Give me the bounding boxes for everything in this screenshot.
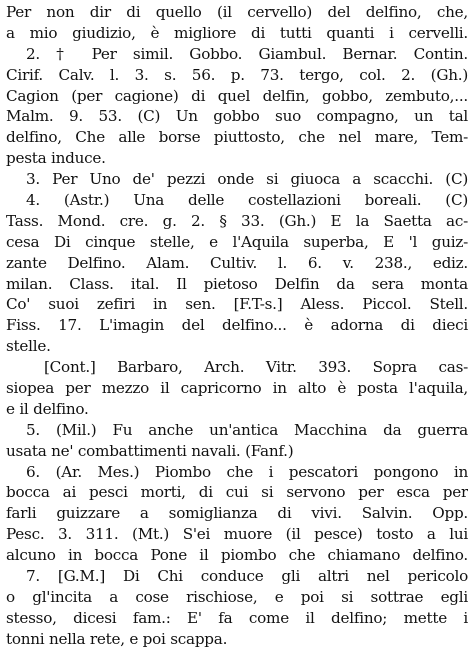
text-line-21: 5. (Mil.) Fu anche un'antica Macchina da guerra (26, 420, 468, 439)
text-line-4: Cirif. Calv. l. 3. s. 56. p. 73. tergo, col. 2. (Gh.) (6, 65, 468, 84)
text-line-7: delfino, Che alle borse piuttosto, che nel mare, Tem- (6, 128, 468, 147)
text-line-17: stelle. (6, 337, 51, 356)
text-line-14: milan. Class. ital. Il pietoso Delfin da sera monta (6, 274, 468, 293)
text-line-20: e il delfino. (6, 399, 89, 418)
text-line-3: 2. † Per simil. Gobbo. Giambul. Bernar. Contin. (26, 44, 468, 63)
text-line-22: usata ne' combattimenti navali. (Fanf.) (6, 441, 294, 460)
text-line-11: Tass. Mond. cre. g. 2. § 33. (Gh.) E la Saetta ac- (6, 211, 468, 230)
text-line-24: bocca ai pesci morti, di cui si servono per esca per (6, 483, 468, 502)
text-line-1: Per non dir di quello (il cervello) del delfino, che, (6, 3, 468, 21)
text-line-28: 7. [G.M.] Di Chi conduce gli altri nel pericolo (26, 567, 468, 586)
text-line-16: Fiss. 17. L'imagin del delfino... è adorna di dieci (6, 316, 468, 335)
text-line-19: siopea per mezzo il capricorno in alto è posta l'aquila, (6, 379, 468, 398)
text-line-31: tonni nella rete, e poi scappa. (6, 629, 228, 648)
text-line-25: farli guizzare a somiglianza di vivi. Salvin. Opp. (6, 504, 468, 523)
text-line-23: 6. (Ar. Mes.) Piombo che i pescatori pongono in (26, 462, 468, 481)
text-line-15: Co' suoi zefiri in sen. [F.T-s.] Aless. Piccol. Stell. (6, 295, 468, 314)
text-line-5: Cagion (per cagione) di quel delfin, gobbo, zembuto,... (6, 86, 468, 105)
text-line-18: [Cont.] Barbaro, Arch. Vitr. 393. Sopra cas- (44, 358, 468, 377)
dictionary-entry-text (6, 2, 468, 650)
text-line-10: 4. (Astr.) Una delle costellazioni boreali. (C) (26, 191, 468, 210)
text-line-30: stesso, dicesi fam.: E' fa come il delfino; mette i (6, 608, 468, 627)
text-line-8: pesta induce. (6, 149, 106, 168)
text-line-2: a mio giudizio, è migliore di tutti quanti i cervelli. (6, 23, 468, 42)
text-line-27: alcuno in bocca Pone il piombo che chiamano delfino. (6, 546, 468, 565)
text-line-13: zante Delfino. Alam. Cultiv. l. 6. v. 238., ediz. (6, 253, 468, 272)
text-line-9: 3. Per Uno de' pezzi onde si giuoca a scacchi. (C) (26, 170, 468, 189)
text-line-12: cesa Di cinque stelle, e l'Aquila superba, E 'l guiz- (6, 232, 468, 251)
text-line-6: Malm. 9. 53. (C) Un gobbo suo compagno, un tal (6, 107, 468, 126)
text-line-29: o gl'incita a cose rischiose, e poi si sottrae egli (6, 587, 468, 606)
text-line-26: Pesc. 3. 311. (Mt.) S'ei muore (il pesce) tosto a lui (6, 525, 468, 544)
